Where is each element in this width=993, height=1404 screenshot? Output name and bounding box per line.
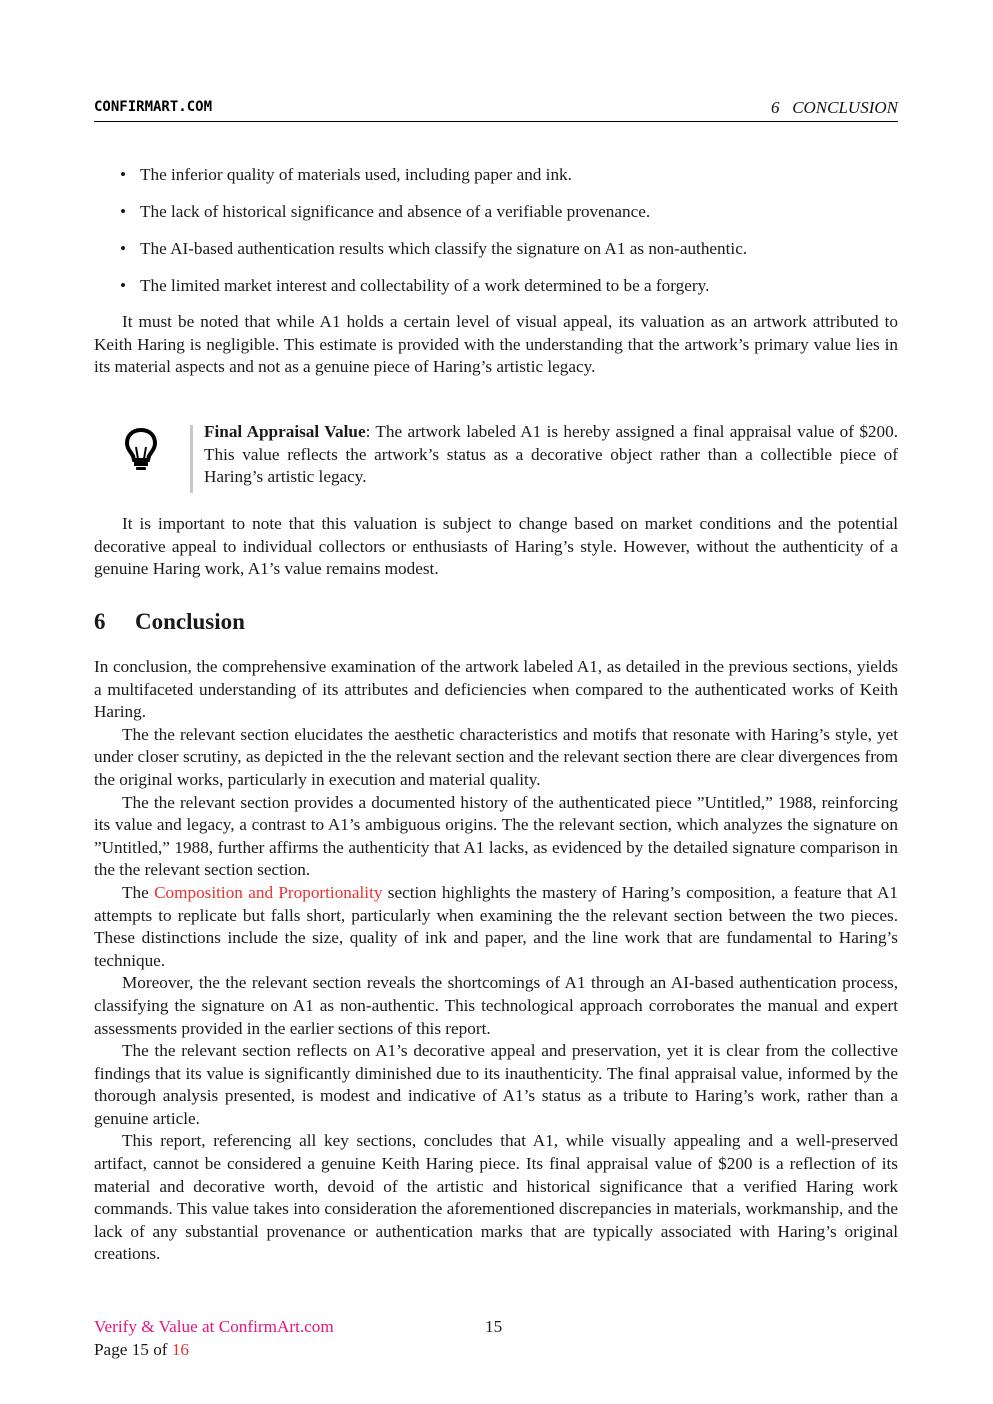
composition-section-link[interactable]: Composition and Proportionality [154,882,383,902]
final-appraisal-callout [94,421,898,495]
section-heading [94,609,245,635]
list-item: • The limited market interest and collectability of a work determined to be a forgery. [94,273,898,310]
conclusion-paragraph: The the relevant section provides a documented history of the authenticated piece ”Untitled,” 1988, reinforcing its value and legacy, a contrast to A1’s ambiguous origins. The the relevant section, which analyzes the signature on ”Untitled,” 1988, further affirms the authenticity that A1 lacks, as evidenced by the detailed signature comparison in the the relevant section section. [94,792,898,880]
deficiency-list [94,162,898,310]
conclusion-paragraph: In conclusion, the comprehensive examination of the artwork labeled A1, as detailed in the previous sections, yields a multifaceted understanding of its attributes and deficiencies when compared to the authenticated works of Keith Haring. [94,657,898,722]
verify-value-link[interactable]: Verify & Value at ConfirmArt.com [94,1317,334,1336]
running-section-title: 6 CONCLUSION [770,98,898,117]
bullet-icon: • [120,165,127,184]
lightbulb-icon [124,427,158,471]
conclusion-paragraph: The the relevant section reflects on A1’s decorative appeal and preservation, yet it is clear from the collective findings that its value is significantly diminished due to its inauthenticity. The final appraisal value, informed by the thorough analysis presented, is modest and indicative of A1’s status as a tribute to Haring’s work, rather than a genuine article. [94,1041,898,1128]
page-header [94,99,898,122]
page-number: 15 [485,1317,503,1336]
section-title: Conclusion [135,609,245,634]
valuation-paragraph: It must be noted that while A1 holds a certain level of visual appeal, its valuation as an artwork attributed to Keith Haring is negligible. This estimate is provided with the understanding that the artwork’s primary value lies in its material aspects and not as a genuine piece of Haring’s artistic legacy. [94,312,898,377]
bullet-icon: • [120,202,127,221]
conclusion-paragraph: This report, referencing all key sections, concludes that A1, while visually appealing and a well-preserved artifact, cannot be considered a genuine Keith Haring piece. Its final appraisal value of $200 is a reflection of its material and decorative worth, devoid of the artistic and historical significance that a verified Haring work commands. This value takes into consideration the aforementioned discrepancies in materials, workmanship, and the lack of any substantial provenance or authentication marks that are typically associated with Haring’s original creations. [94,1131,898,1264]
list-item: • The AI-based authentication results which classify the signature on A1 as non-authentic. [94,236,898,273]
callout-text: Final Appraisal Value: The artwork labeled A1 is hereby assigned a final appraisal value of $200. This value reflects the artwork’s status as a decorative object rather than a collectible piece of Haring’s artistic legacy. [204,422,899,487]
confirmart-logo: CONFIRMART.COM [94,99,213,115]
last-page-link[interactable]: 16 [171,1340,189,1359]
callout-divider [190,425,193,493]
bullet-icon: • [120,239,127,258]
conclusion-paragraph: The Composition and Proportionality section highlights the mastery of Haring’s composition, a feature that A1 attempts to replicate but falls short, particularly when examining the the relevant section between the two pieces. These distinctions include the size, quality of ink and paper, and the line work that are fundamental to Haring’s technique. [94,882,898,970]
section-number: 6 [94,609,106,634]
bullet-icon: • [120,276,127,295]
list-item: • The inferior quality of materials used, including paper and ink. [94,162,898,199]
conclusion-paragraph: Moreover, the the relevant section reveals the shortcomings of A1 through an AI-based authentication process, classifying the signature on A1 as non-authentic. This technological approach corroborates the manual and expert assessments provided in the earlier sections of this report. [94,973,898,1038]
conclusion-paragraph: The the relevant section elucidates the aesthetic characteristics and motifs that resonate with Haring’s style, yet under closer scrutiny, as depicted in the the relevant section and the relevant section there are clear divergences from the original works, particularly in execution and material quality. [94,724,898,789]
valuation-note-paragraph: It is important to note that this valuation is subject to change based on market conditions and the potential decorative appeal to individual collectors or enthusiasts of Haring’s style. However, without the authenticity of a genuine Haring work, A1’s value remains modest. [94,514,898,579]
callout-label: Final Appraisal Value [204,422,366,441]
page-of-indicator: Page 15 of 16 [94,1340,189,1359]
list-item: • The lack of historical significance and absence of a verifiable provenance. [94,199,898,236]
conclusion-body [94,656,898,1266]
